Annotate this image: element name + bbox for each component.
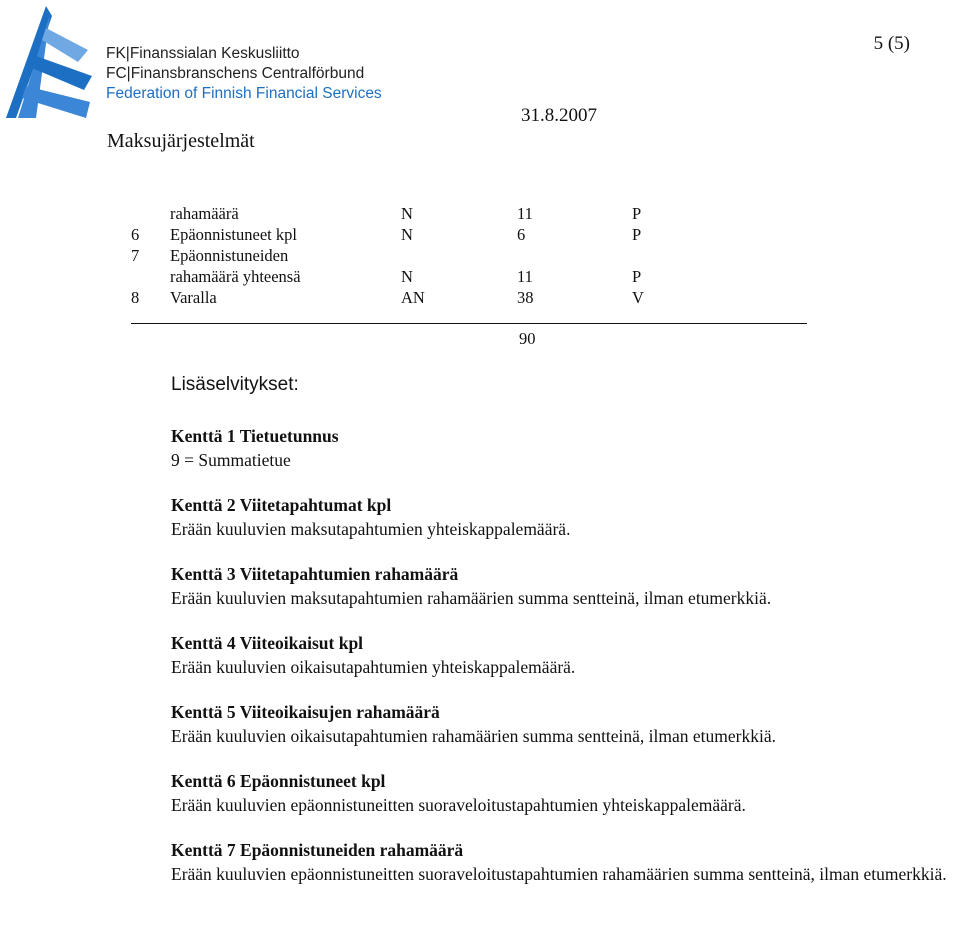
field-length: 11 bbox=[517, 204, 533, 223]
field-requirement: P bbox=[632, 204, 642, 223]
organization-name bbox=[106, 44, 382, 104]
table-row bbox=[0, 288, 960, 309]
field-number: 6 bbox=[131, 225, 140, 244]
field-requirement: P bbox=[632, 267, 642, 286]
section-title: Lisäselvitykset: bbox=[171, 374, 299, 395]
field-heading: Kenttä 3 Viitetapahtumien rahamäärä bbox=[171, 564, 459, 584]
field-text: Erään kuuluvien epäonnistuneitten suoraveloitustapahtumien yhteiskappalemäärä. bbox=[171, 795, 746, 815]
field-length: 6 bbox=[517, 225, 526, 244]
field-text: Erään kuuluvien oikaisutapahtumien rahamäärien summa sentteinä, ilman etumerkkiä. bbox=[171, 726, 777, 746]
table-row bbox=[0, 267, 960, 288]
field-text: Erään kuuluvien epäonnistuneitten suoraveloitustapahtumien rahamäärien summa sentteinä, ilman etumerkkiä. bbox=[171, 864, 947, 884]
document-date: 31.8.2007 bbox=[521, 105, 597, 126]
field-type: AN bbox=[401, 288, 425, 307]
field-number: 7 bbox=[131, 246, 140, 265]
field-name: rahamäärä yhteensä bbox=[170, 267, 301, 286]
field-text: 9 = Summatietue bbox=[171, 450, 291, 470]
field-heading: Kenttä 1 Tietuetunnus bbox=[171, 426, 339, 446]
field-requirement: V bbox=[632, 288, 644, 307]
field-number: 8 bbox=[131, 288, 140, 307]
field-name: Epäonnistuneet kpl bbox=[170, 225, 297, 244]
field-heading: Kenttä 5 Viiteoikaisujen rahamäärä bbox=[171, 702, 440, 722]
field-length: 38 bbox=[517, 288, 534, 307]
field-type: N bbox=[401, 267, 413, 286]
total-divider bbox=[131, 323, 807, 324]
org-name-fi: FK|Finanssialan Keskusliitto bbox=[106, 45, 300, 62]
field-type: N bbox=[401, 204, 413, 223]
field-requirement: P bbox=[632, 225, 642, 244]
field-heading: Kenttä 7 Epäonnistuneiden rahamäärä bbox=[171, 840, 464, 860]
org-name-sv: FC|Finansbranschens Centralförbund bbox=[106, 65, 365, 82]
document-title: Maksujärjestelmät bbox=[107, 130, 255, 152]
field-description-6 bbox=[171, 769, 956, 817]
table-row bbox=[0, 225, 960, 246]
field-description-1 bbox=[171, 424, 956, 472]
field-length: 11 bbox=[517, 267, 533, 286]
field-text: Erään kuuluvien oikaisutapahtumien yhteiskappalemäärä. bbox=[171, 657, 576, 677]
field-description-4 bbox=[171, 631, 956, 679]
table-row bbox=[0, 204, 960, 225]
field-heading: Kenttä 6 Epäonnistuneet kpl bbox=[171, 771, 386, 791]
page-number: 5 (5) bbox=[873, 33, 910, 54]
field-name: Epäonnistuneiden bbox=[170, 246, 289, 265]
field-name: Varalla bbox=[170, 288, 217, 307]
field-description-2 bbox=[171, 493, 956, 541]
org-name-en: Federation of Finnish Financial Services bbox=[106, 85, 382, 102]
field-description-7 bbox=[171, 838, 956, 886]
field-heading: Kenttä 4 Viiteoikaisut kpl bbox=[171, 633, 364, 653]
field-description-3 bbox=[171, 562, 956, 610]
total-length: 90 bbox=[519, 329, 536, 348]
field-description-5 bbox=[171, 700, 956, 748]
field-text: Erään kuuluvien maksutapahtumien yhteiskappalemäärä. bbox=[171, 519, 571, 539]
field-text: Erään kuuluvien maksutapahtumien rahamäärien summa sentteinä, ilman etumerkkiä. bbox=[171, 588, 772, 608]
field-name: rahamäärä bbox=[170, 204, 239, 223]
federation-logo-icon bbox=[6, 6, 92, 122]
table-row bbox=[0, 246, 960, 267]
field-type: N bbox=[401, 225, 413, 244]
field-descriptions bbox=[171, 424, 956, 907]
field-heading: Kenttä 2 Viitetapahtumat kpl bbox=[171, 495, 392, 515]
